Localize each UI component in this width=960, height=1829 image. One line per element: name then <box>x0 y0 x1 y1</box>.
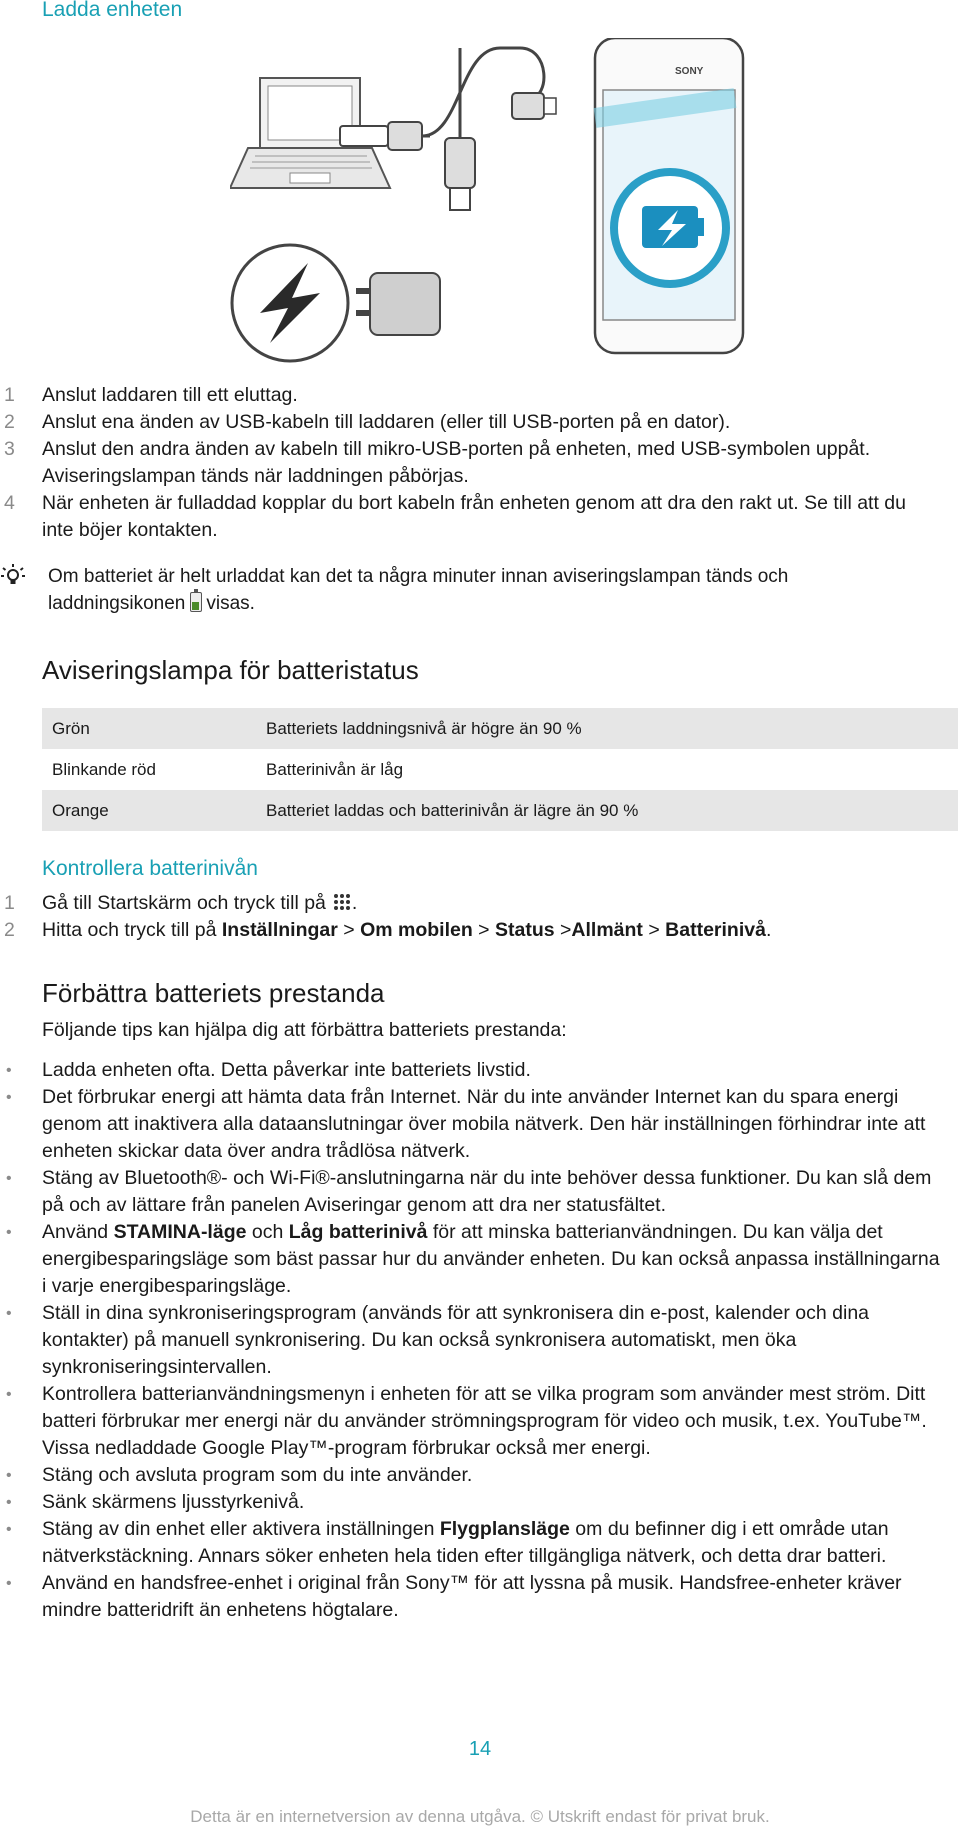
bullet: • <box>6 1170 12 1187</box>
bullet: • <box>6 1305 12 1322</box>
list-item <box>0 1219 960 1300</box>
micro-usb-plug <box>512 93 556 119</box>
list-item <box>0 1516 960 1570</box>
path-separator: > <box>337 919 361 941</box>
page-number: 14 <box>468 1738 492 1760</box>
list-item <box>0 1381 960 1462</box>
section-title-check-battery: Kontrollera batterinivån <box>42 857 258 880</box>
section-title-charge: Ladda enheten <box>42 0 183 21</box>
section-intro: Följande tips kan hjälpa dig att förbättra batteriets prestanda: <box>42 1019 567 1041</box>
tip-item-text: Stäng av din enhet eller aktivera inställningen <box>42 1518 440 1540</box>
list-item <box>0 382 960 409</box>
tip-item-text: om du befinner dig i ett område utan nätverkstäckning. Annars söker enheten hela tiden efter tillgängliga nätverk, och detta drar batteri. <box>42 1518 889 1567</box>
section-title-battery-status: Aviseringslampa för batteristatus <box>42 655 419 685</box>
menu-path-battery-level: Batterinivå <box>665 919 766 941</box>
tip-item-text: Sänk skärmens ljusstyrkenivå. <box>42 1491 305 1513</box>
tip-item-text: för att minska batterianvändningen. Du kan välja det energibesparingsläge som bäst passar hur du använder enheten. Du kan också anpassa inställningarna i varje energibesparingsläge. <box>42 1221 940 1297</box>
list-item <box>0 1165 960 1219</box>
phone-brand-text: SONY <box>675 66 704 77</box>
tip-item-text: Ställ in dina synkroniseringsprogram (används för att synkronisera din e-post, kalender och dina kontakter) på manuell synkronisering. Du kan också synkronisera automatiskt, men öka synkroniseringsintervallen. <box>42 1302 870 1378</box>
check-battery-steps <box>0 890 960 944</box>
tip-item-text: Använd en handsfree-enhet i original från Sony™ för att lyssna på musik. Handsfree-enheter kräver mindre batteridrift än enhetens högtalare. <box>42 1572 902 1621</box>
app-grid-icon <box>332 892 352 912</box>
bullet: • <box>6 1521 12 1538</box>
bullet: • <box>6 1224 12 1241</box>
tip-text-before: Om batteriet är helt urladdat kan det ta några minuter innan aviseringslampan tänds och laddningsikonen <box>48 566 789 614</box>
path-separator: > <box>642 919 666 941</box>
step-text: Anslut ena änden av USB-kabeln till laddaren (eller till USB-porten på en dator). <box>42 411 731 433</box>
battery-tips-list <box>0 1057 960 1624</box>
menu-path-status: Status <box>494 919 555 941</box>
list-item <box>0 1084 960 1165</box>
list-item <box>0 409 960 436</box>
step-number: 4 <box>4 492 15 514</box>
tip-item-text: Stäng av Bluetooth®- och Wi-Fi®-anslutningarna när du inte behöver dessa funktioner. Du kan slå dem på och av lättare från panelen Aviseringar genom att dra ner statusfältet. <box>42 1167 932 1216</box>
bullet: • <box>6 1386 12 1403</box>
footer-notice: Detta är en internetversion av denna utgåva. © Utskrift endast för privat bruk. <box>190 1807 770 1826</box>
list-item <box>0 1462 960 1489</box>
bullet: • <box>6 1575 12 1592</box>
menu-path-about: Om mobilen <box>360 919 473 941</box>
setting-airplane-mode: Flygplansläge <box>439 1518 570 1540</box>
table-cell-color: Blinkande röd <box>52 759 156 779</box>
table-row <box>42 790 958 831</box>
table-cell-color: Orange <box>42 790 256 831</box>
tip-item-text: Kontrollera batterianvändningsmenyn i enheten för att se vilka program som använder mest ström. Ditt batteri förbrukar mer energi när du använder strömningsprogram för video och musik, t.ex. YouTube™. Vissa nedladdade Google Play™-program förbrukar också mer energi. <box>42 1383 927 1459</box>
table-cell-desc: Batterinivån är låg <box>266 759 404 779</box>
lightbulb-icon <box>0 563 26 589</box>
list-item <box>0 1057 960 1084</box>
tip-item-text: Ladda enheten ofta. Detta påverkar inte batteriets livstid. <box>42 1059 531 1081</box>
list-item <box>0 436 960 490</box>
tip-item-text: Det förbrukar energi att hämta data från Internet. När du inte använder Internet kan du spara energi genom att inaktivera alla dataanslutningar över mobila nätverk. Den här inställningen förhindrar inte att enheten skickar data över andra trådlösa nätverk. <box>42 1086 926 1162</box>
step-number: 3 <box>4 438 15 460</box>
tip-item-text: Stäng och avsluta program som du inte använder. <box>42 1464 473 1486</box>
list-item <box>0 1489 960 1516</box>
path-separator: > <box>472 919 495 941</box>
list-item <box>0 1570 960 1624</box>
list-item <box>0 890 960 917</box>
bullet: • <box>6 1062 12 1079</box>
list-item <box>0 490 960 544</box>
bullet: • <box>6 1494 12 1511</box>
table-cell-color: Grön <box>42 708 256 749</box>
tip-text <box>48 563 928 617</box>
step-number: 1 <box>4 384 15 406</box>
bullet: • <box>6 1089 12 1106</box>
path-separator: > <box>554 919 572 941</box>
list-item <box>0 1300 960 1381</box>
charger-icon <box>356 273 440 335</box>
step-number: 2 <box>4 919 15 941</box>
step-text-end: . <box>765 919 772 941</box>
battery-status-table <box>42 708 958 831</box>
list-item <box>0 917 960 944</box>
step-text-end: . <box>351 892 358 914</box>
tip-text-after: visas. <box>206 593 255 614</box>
step-text: När enheten är fulladdad kopplar du bort kabeln från enheten genom att dra den rakt ut. Se till att du inte böjer kontakten. <box>42 492 906 541</box>
power-icon <box>232 245 348 361</box>
tip-item-text: Använd <box>42 1221 114 1243</box>
step-text: Hitta och tryck till på <box>42 919 222 941</box>
table-cell-desc: Batteriets laddningsnivå är högre än 90 % <box>256 708 958 749</box>
step-text: Anslut den andra änden av kabeln till mikro-USB-porten på enheten, med USB-symbolen uppåt. Aviseringslampan tänds när laddningen påbörjas. <box>42 438 871 487</box>
section-title-improve-battery: Förbättra batteriets prestanda <box>42 978 385 1008</box>
table-cell-desc: Batteriet laddas och batterinivån är lägre än 90 % <box>256 790 958 831</box>
tip-item-text: och <box>246 1221 289 1243</box>
table-row <box>42 749 958 790</box>
setting-low-battery-mode: Låg batterinivå <box>288 1221 428 1243</box>
battery-charging-icon <box>190 592 202 612</box>
step-number: 1 <box>4 892 15 914</box>
menu-path-general: Allmänt <box>571 919 643 941</box>
charging-illustration <box>230 38 750 368</box>
setting-stamina-mode: STAMINA-läge <box>113 1221 247 1243</box>
step-number: 2 <box>4 411 15 433</box>
phone-icon <box>595 38 743 353</box>
step-text: Gå till Startskärm och tryck till på <box>42 892 326 914</box>
charge-steps-list <box>0 382 960 544</box>
step-text: Anslut laddaren till ett eluttag. <box>42 384 298 406</box>
menu-path-settings: Inställningar <box>221 919 338 941</box>
table-row <box>42 708 958 749</box>
bullet: • <box>6 1467 12 1484</box>
